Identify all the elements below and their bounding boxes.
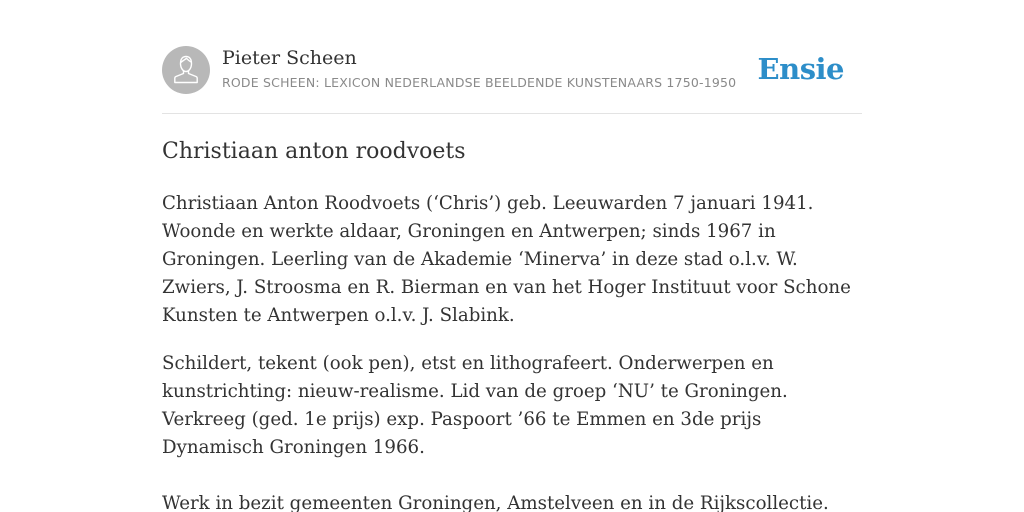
author-name[interactable]: Pieter Scheen (222, 47, 357, 69)
article-paragraph: Christiaan Anton Roodvoets (‘Chris’) geb. Leeuwarden 7 januari 1941. Woonde en werkte aldaar, Groningen en Antwerpen; sinds 1967 in Groningen. Leerling van de Akademie ‘Minerva’ in deze stad o.l.v. W. Zwiers, J. Stroosma en R. Bierman en van het Hoger Instituut voor Schone Kunsten te Antwerpen o.l.v. J. Slabink. (162, 193, 851, 326)
user-icon (162, 46, 210, 94)
article-paragraph: Schildert, tekent (ook pen), etst en lithografeert. Onderwerpen en kunstrichting: nieuw-realisme. Lid van de groep ‘NU’ te Groningen. Verkreeg (ged. 1e prijs) exp. Paspoort ’66 te Emmen en 3de prijs Dynamisch Groningen 1966. (162, 353, 788, 458)
author-avatar[interactable] (162, 46, 210, 94)
source-title[interactable]: RODE SCHEEN: LEXICON NEDERLANDSE BEELDENDE KUNSTENAARS 1750-1950 (222, 75, 737, 90)
divider (162, 113, 862, 114)
article-paragraph: Werk in bezit gemeenten Groningen, Amstelveen en in de Rijkscollectie. (162, 493, 829, 512)
article-body (162, 190, 866, 512)
header (162, 46, 862, 96)
ensie-logo[interactable]: Ensie (757, 52, 844, 86)
article-title: Christiaan anton roodvoets (162, 139, 466, 164)
